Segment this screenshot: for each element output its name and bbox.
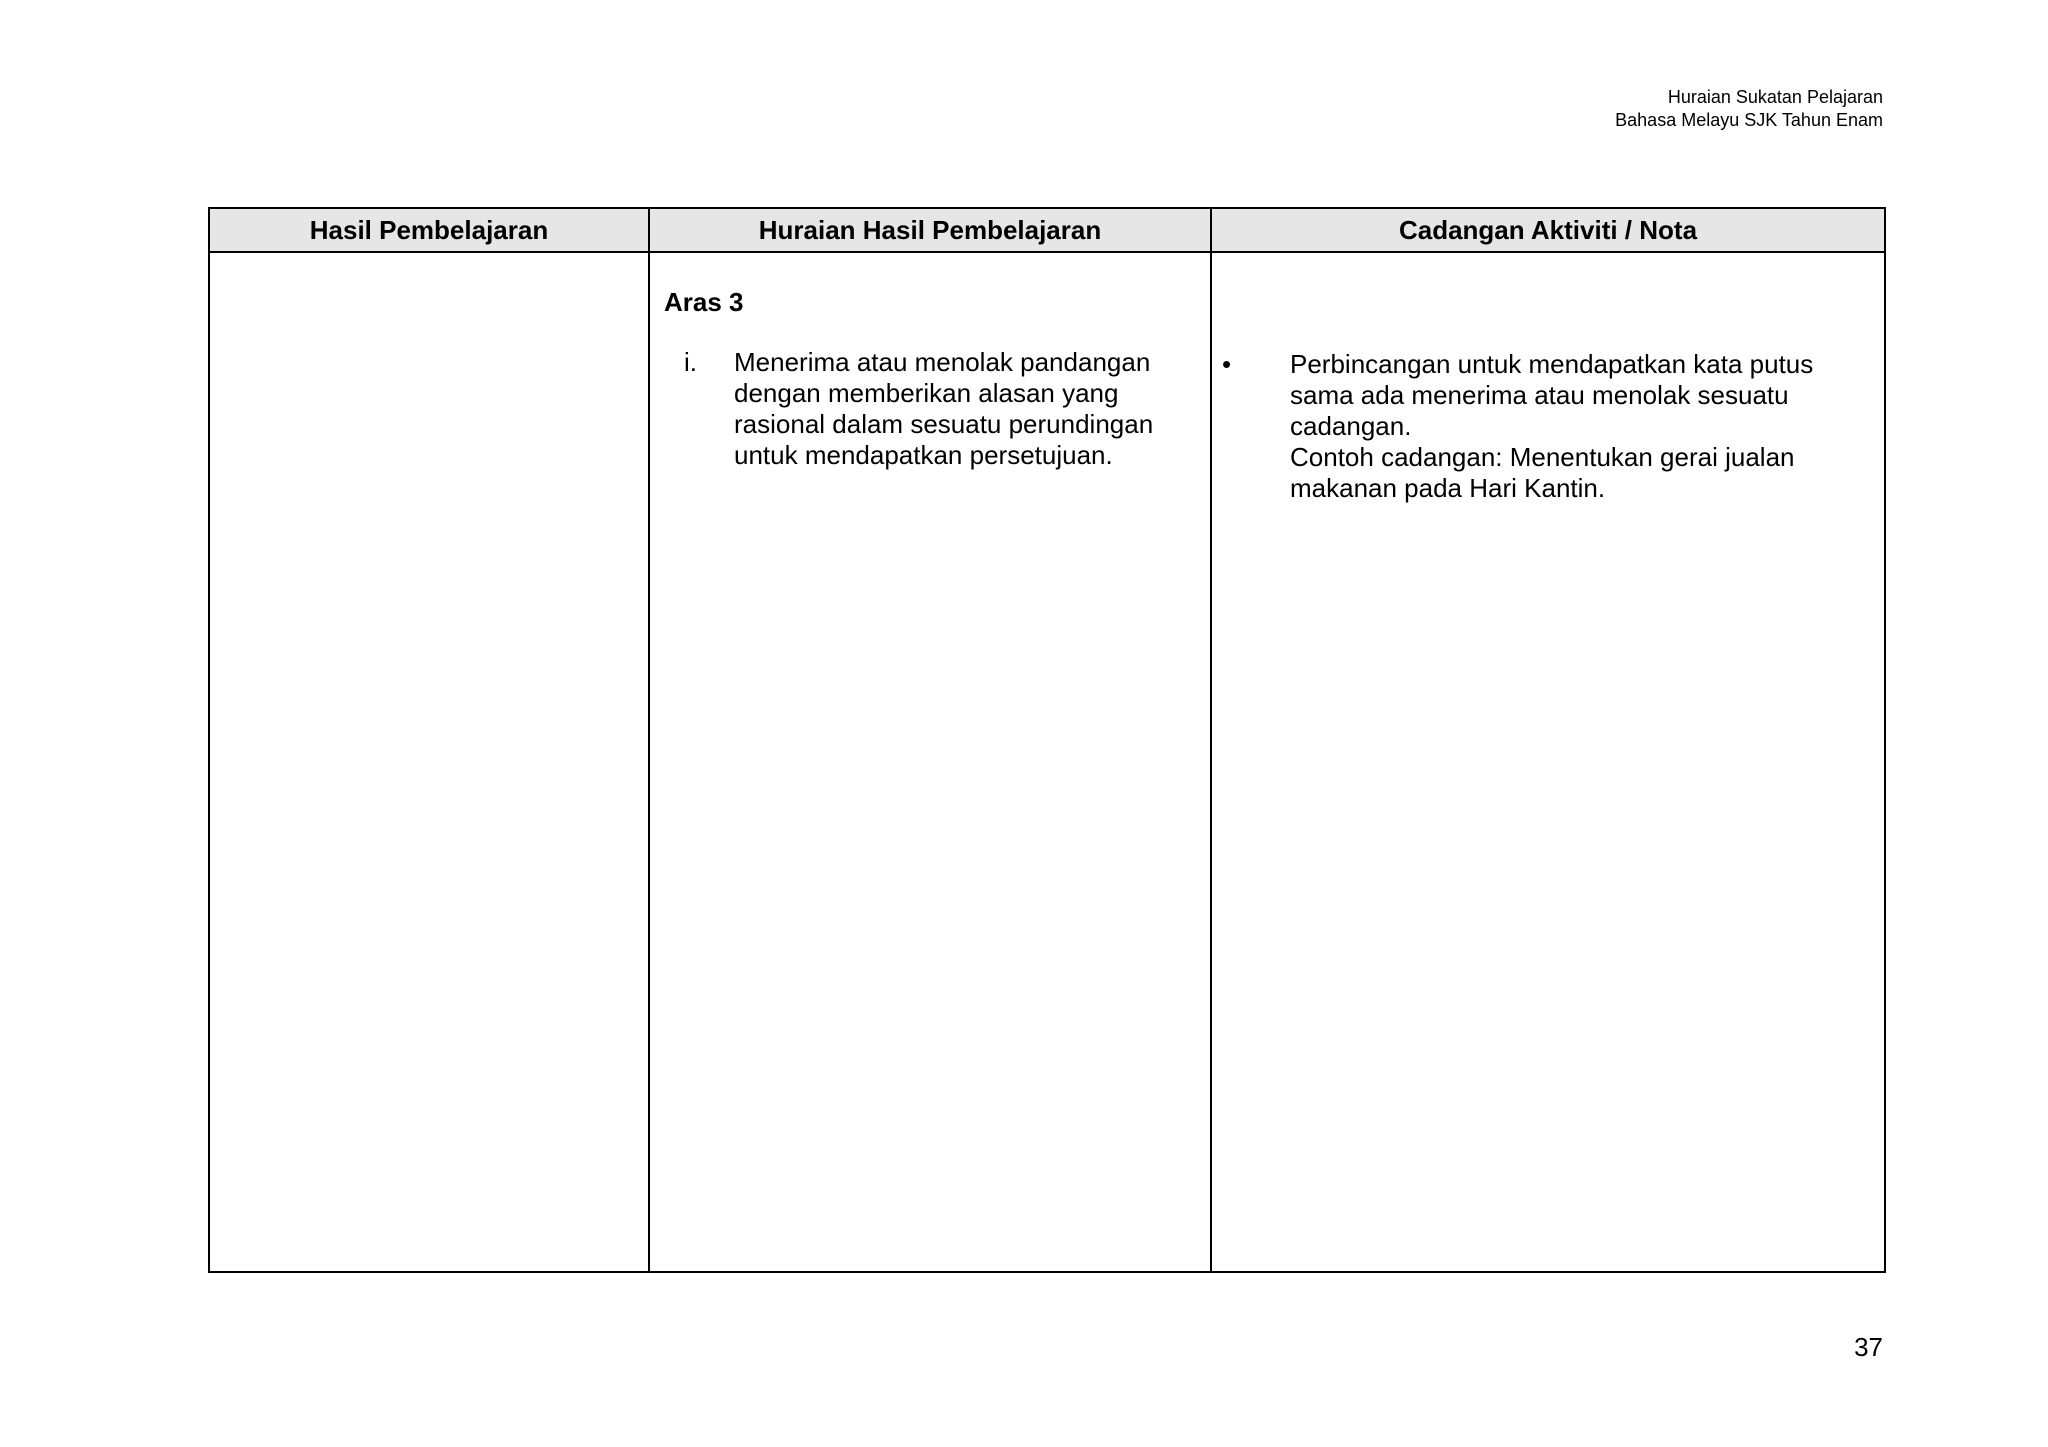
column-header-huraian: Huraian Hasil Pembelajaran	[649, 208, 1211, 252]
syllabus-table	[208, 207, 1886, 1273]
list-item	[664, 347, 1196, 471]
table-row	[209, 252, 1885, 1272]
header-subtitle: Bahasa Melayu SJK Tahun Enam	[1615, 110, 1883, 130]
cadangan-cell	[1211, 252, 1885, 1272]
hasil-pembelajaran-cell	[209, 252, 649, 1272]
bullet-content	[1290, 349, 1860, 504]
page-number: 37	[1854, 1332, 1883, 1362]
header-title: Huraian Sukatan Pelajaran	[1667, 87, 1883, 107]
column-header-hasil: Hasil Pembelajaran	[209, 208, 649, 252]
table-header-row	[209, 208, 1885, 252]
list-item-text: Menerima atau menolak pandangan dengan memberikan alasan yang rasional dalam sesuatu perundingan untuk mendapatkan persetujuan.	[734, 347, 1154, 470]
list-item	[1222, 349, 1870, 504]
roman-numeral-marker: i.	[684, 347, 697, 377]
activity-text: Perbincangan untuk mendapatkan kata putus sama ada menerima atau menolak sesuatu cadangan.	[1290, 349, 1814, 441]
huraian-cell	[649, 252, 1211, 1272]
level-heading: Aras 3	[664, 287, 744, 317]
example-text: Contoh cadangan: Menentukan gerai jualan makanan pada Hari Kantin.	[1290, 442, 1795, 503]
page-header	[1615, 86, 1883, 132]
bullet-icon: •	[1222, 349, 1232, 379]
column-header-cadangan: Cadangan Aktiviti / Nota	[1211, 208, 1885, 252]
